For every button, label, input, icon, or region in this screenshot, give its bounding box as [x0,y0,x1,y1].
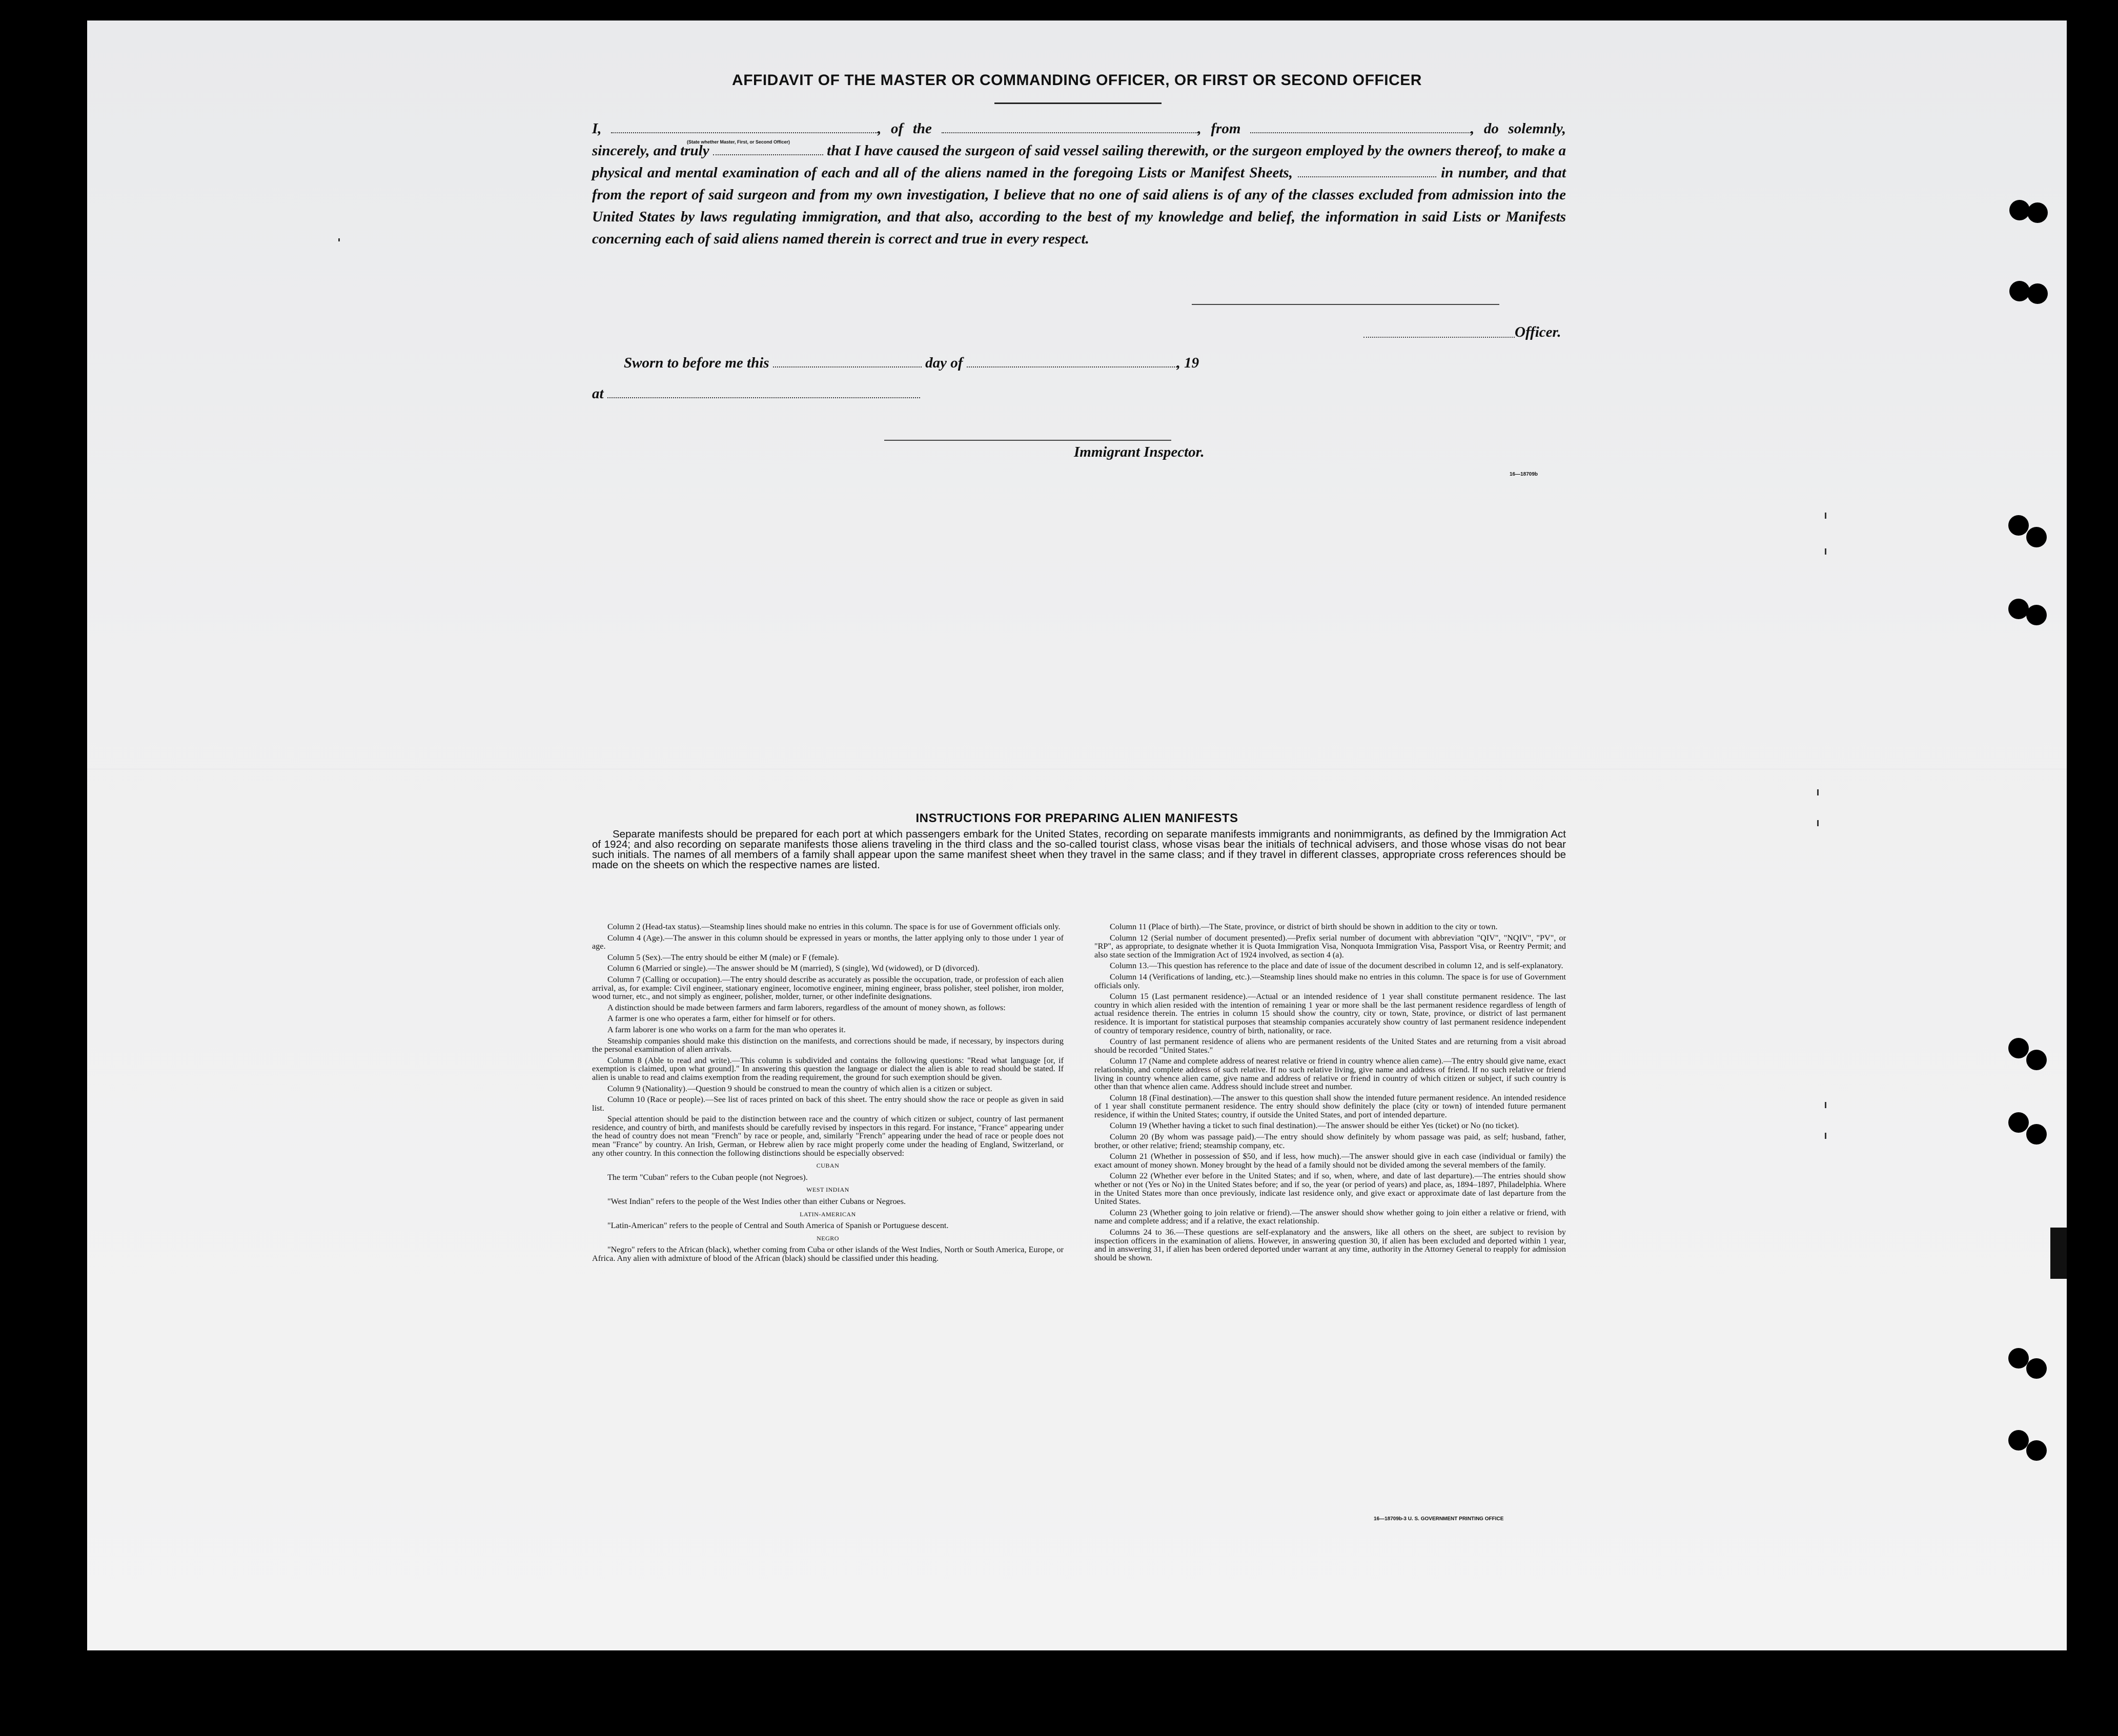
instruction-paragraph: A farm laborer is one who works on a farm for the man who operates it. [607,1025,846,1034]
binder-hole [2008,515,2029,536]
affidavit-text-1: solemnly, sincerely, and truly [592,120,1566,159]
margin-mark [1825,513,1826,519]
vessel-name-field[interactable] [942,121,1198,133]
binder-hole [2008,1038,2029,1058]
signature-line[interactable] [1192,304,1499,305]
place-field[interactable] [607,386,920,398]
instruction-paragraph: Column 17 (Name and complete address of nearest relative or friend in country whence alien came).—The entry should give name, exact relationship, and complete address of such relative. If no such relative living, give name and address of friend. If no such relative or friend living in country whence alien came, give name and address of relative or friend in country of which citizen or subject, if such country is other than that whence alien came. Address should include street and number. [1094,1056,1566,1092]
do-label: , do [1471,120,1499,137]
latin-american-text: "Latin-American" refers to the people of Central and South America of Spanish or Portuguese descent. [607,1221,949,1231]
binder-hole [2008,1348,2029,1369]
binder-hole [2026,605,2047,625]
binder-hole [2008,1112,2029,1133]
latin-american-heading: LATIN-AMERICAN [800,1210,856,1218]
binder-hole [2026,1050,2047,1070]
instructions-title: INSTRUCTIONS FOR PREPARING ALIEN MANIFESTS [915,811,1238,825]
instruction-paragraph: Country of last permanent residence of aliens who are permanent residents of the United States and are returning from a visit abroad should be recorded "United States." [1094,1037,1566,1055]
binder-hole [2027,283,2048,304]
instruction-paragraph: Column 5 (Sex).—The entry should be either M (male) or F (female). [607,952,839,962]
printer-note: 16—18709b-3 U. S. GOVERNMENT PRINTING OFFICE [1374,1516,1504,1522]
instruction-paragraph: Column 7 (Calling or occupation).—The entry should describe as accurately as possible the occupation, trade, or profession of each alien arrival, as, for example: Civil engineer, stationary engineer, locomotive engineer, mining engineer, brass polisher, steel polisher, iron molder, wood turner, etc., and not simply as engineer, polisher, molder, turner, or other indefinite designations. [592,974,1064,1002]
month-field[interactable] [967,355,1177,367]
of-the-label: , of the [878,120,932,137]
margin-mark [1825,1133,1826,1139]
instruction-paragraph: Column 21 (Whether in possession of $50, and if less, how much).—The answer should give in each case (individual or family) the exact amount of money shown. Money brought by the head of a family should not be divided among the several members of the family. [1094,1152,1566,1170]
instructions-left-column [592,923,1064,1265]
instruction-paragraph: Column 11 (Place of birth).—The State, province, or district of birth should be shown in addition to the city or town. [1110,922,1498,931]
oath-field[interactable] [713,143,823,155]
officer-label: Officer. [1515,324,1561,340]
officer-rank-field[interactable] [611,121,878,133]
instruction-paragraph: A farmer is one who operates a farm, either for himself or for others. [607,1014,836,1024]
instruction-paragraph: Column 13.—This question has reference to the place and date of issue of the document described in column 12, and is self-explanatory. [1110,961,1563,971]
cuban-heading: CUBAN [816,1162,840,1170]
instructions-intro: Separate manifests should be prepared for each port at which passengers embark for the United States, recording on separate manifests immigrants and nonimmigrants, as defined by the Immigration Act of 1924; and also recording on separate manifests those aliens traveling in the third class and the so-called tourist class, whose visas bear the initials of technical advisers, and those whose visas do not bear such initials. The names of all members of a family shall appear upon the same manifest sheet when they travel in the same class; and if they travel in different classes, appropriate cross references should be made on the sheets on which the respective names are listed. [592,828,1566,871]
instruction-paragraph: Column 15 (Last permanent residence).—Actual or an intended residence of 1 year shall constitute permanent residence. The last country in which alien resided with the intention of remaining 1 year or more shall be the last permanent residence regardless of length of actual residence therein. The entries in column 15 should show the country, city or town, State, province, or district of last permanent residence. It is important for statistical purposes that steamship companies accurately show country of last permanent residence independent of country of temporary residence, country of birth, nationality, or race. [1094,992,1566,1035]
margin-mark [1817,789,1819,795]
day-field[interactable] [773,355,922,367]
instruction-paragraph: A distinction should be made between farmers and farm laborers, regardless of the amount of money shown, as follows: [607,1003,1006,1012]
instruction-paragraph: Steamship companies should make this distinction on the manifests, and corrections should be made, if necessary, by inspectors during the personal examination of alien arrivals. [592,1036,1064,1054]
binder-hole [2009,281,2030,301]
west-indian-text: "West Indian" refers to the people of the West Indies other than either Cubans or Negroes. [607,1197,906,1207]
year-prefix: , 19 [1176,355,1199,371]
binder-hole [2008,599,2029,619]
sworn-prefix: Sworn to before me this [624,355,769,371]
title-rule [994,103,1162,104]
sworn-line [624,355,1199,372]
binder-hole [2026,1124,2047,1145]
affidavit-text-2: that I have caused the surgeon of said vessel sailing therewith, or the surgeon employed by the owners thereof, to make a physical and mental examination of each and all of the aliens named in the foregoing Lists or Manifest Sheets, [592,142,1566,181]
affidavit-body [592,118,1566,250]
instruction-paragraph: Column 19 (Whether having a ticket to such final destination).—The answer should be either Yes (ticket) or No (no ticket). [1110,1121,1519,1131]
binder-hole [2027,202,2048,223]
binder-hole [2026,527,2047,547]
cuban-text: The term "Cuban" refers to the Cuban people (not Negroes). [607,1172,808,1182]
instruction-paragraph: Column 4 (Age).—The answer in this column should be expressed in years or months, the latter applying only to those under 1 year of age. [592,933,1064,951]
instruction-paragraph: Column 2 (Head-tax status).—Steamship lines should make no entries in this column. The space is for use of Government officials only. [607,922,1061,931]
instruction-paragraph: Column 12 (Serial number of document presented).—Prefix serial number of document with abbreviation "QIV", "NQIV", "PV", or "RP", as appropriate, to designate whether it is Quota Immigration Visa, Nonquota Immigration Visa, Passport Visa, or Reentry Permit; and also state section of the Immigration Act of 1924 involved, as section 4 (a). [1094,933,1566,959]
binder-tab [2050,1228,2067,1279]
margin-mark [1817,820,1819,826]
instruction-paragraph: Column 8 (Able to read and write).—This column is subdivided and contains the following questions: "Read what language [or, if exemption is claimed, upon what ground]." In answering this question the language or dialect the alien is able to read should be stated. If alien is unable to read and claims exemption from the reading requirement, the ground for such exemption should be given. [592,1055,1064,1082]
instruction-paragraph: Special attention should be paid to the distinction between race and the country of which citizen or subject, country of last permanent residence, and country of birth, and manifests should be carefully revised by inspectors in this regard. For instance, "France" appearing under the head of country does not mean "French" by race or people, and, similarly "French" appearing under the head of race or people does not mean "France" by country. An Irish, German, or Hebrew alien by race might properly come under the heading of England, Switzerland, or any other country. In this connection the following distinctions should be especially observed: [592,1114,1064,1158]
form-number: 16—18709b [1510,472,1538,477]
day-of-label: day of [925,355,963,371]
binder-hole [2026,1440,2047,1461]
officer-rank-note: (State whether Master, First, or Second Officer) [687,139,790,145]
affidavit-text-3: in number, and that from the report of said surgeon and from my own investigation, I believe that no one of said aliens is of any of the classes excluded from admission into the United States by laws regulating immigration, and that also, according to the best of my knowledge and belief, the information in said Lists or Manifests concerning each of said aliens named therein is correct and true in every respect. [592,165,1566,247]
instruction-paragraph: Column 23 (Whether going to join relative or friend).—The answer should show whether going to join either a relative or friend, with name and complete address; and if a relative, the exact relationship. [1094,1208,1566,1226]
instruction-paragraph: Column 14 (Verifications of landing, etc.).—Steamship lines should make no entries in this column. The space is for use of Government officials only. [1094,972,1566,990]
negro-text: "Negro" refers to the African (black), whether coming from Cuba or other islands of the West Indies, North or South America, Europe, or Africa. Any alien with admixture of blood of the African (black) should be classified under this heading. [592,1245,1064,1263]
at-label: at [592,385,604,402]
instruction-paragraph: Column 20 (By whom was passage paid).—The entry should show definitely by whom passage was paid, as self; husband, father, brother, or other relative; friend; steamship company, etc. [1094,1132,1566,1150]
instruction-paragraph: Column 10 (Race or people).—See list of races printed on back of this sheet. The entry should show the race or people as given in said list. [592,1095,1064,1113]
officer-title-line[interactable] [1363,337,1515,338]
manifest-sheet [87,21,2067,1650]
inspector-signature-line[interactable] [884,440,1171,441]
instructions-right-column [1094,923,1566,1264]
instruction-paragraph: Column 18 (Final destination).—The answer to this question shall show the intended future permanent residence. An intended residence of 1 year shall constitute permanent residence. The entry should show definitely the place (city or town) of intended future permanent residence, if within the United States; country, if outside the United States, and port of intended departure. [1094,1093,1566,1119]
margin-mark [1825,548,1826,555]
binder-hole [2009,200,2030,220]
from-label: , from [1197,120,1241,137]
inspector-label: Immigrant Inspector. [1074,444,1205,460]
binder-hole [2008,1430,2029,1451]
instruction-paragraph: Column 22 (Whether ever before in the United States; and if so, when, where, and date of last departure).—The entries should show whether or not (Yes or No) in the United States before; and if so, the year (or period of years) and place, as, 1894–1897, Philadelphia. Where in the United States more than once previously, indicate last residence only, and give exact or approximate date of last departure from the United States. [1094,1171,1566,1207]
at-line [592,385,920,402]
affidavit-title: AFFIDAVIT OF THE MASTER OR COMMANDING OFFICER, OR FIRST OR SECOND OFFICER [732,72,1422,89]
instruction-paragraph: Columns 24 to 36.—These questions are self-explanatory and the answers, like all others on the sheet, are subject to revision by inspection officers in the examination of aliens. However, in answering question 30, if alien has been excluded and deported within 1 year, and in answering 31, if alien has been ordered deported under warrant at any time, authority in the Attorney General to reapply for admission should be shown. [1094,1228,1566,1262]
pronoun: I, [592,120,602,137]
instruction-paragraph: Column 6 (Married or single).—The answer should be M (married), S (single), Wd (widowed), or D (divorced). [607,964,980,973]
margin-mark [1825,1102,1826,1108]
alien-count-field[interactable] [1298,165,1436,177]
port-field[interactable] [1250,121,1471,133]
binder-hole [2026,1358,2047,1379]
margin-mark [338,238,340,241]
west-indian-heading: WEST INDIAN [806,1186,849,1194]
negro-heading: NEGRO [817,1234,839,1242]
instruction-paragraph: Column 9 (Nationality).—Question 9 should be construed to mean the country of which alien is a citizen or subject. [607,1084,992,1093]
